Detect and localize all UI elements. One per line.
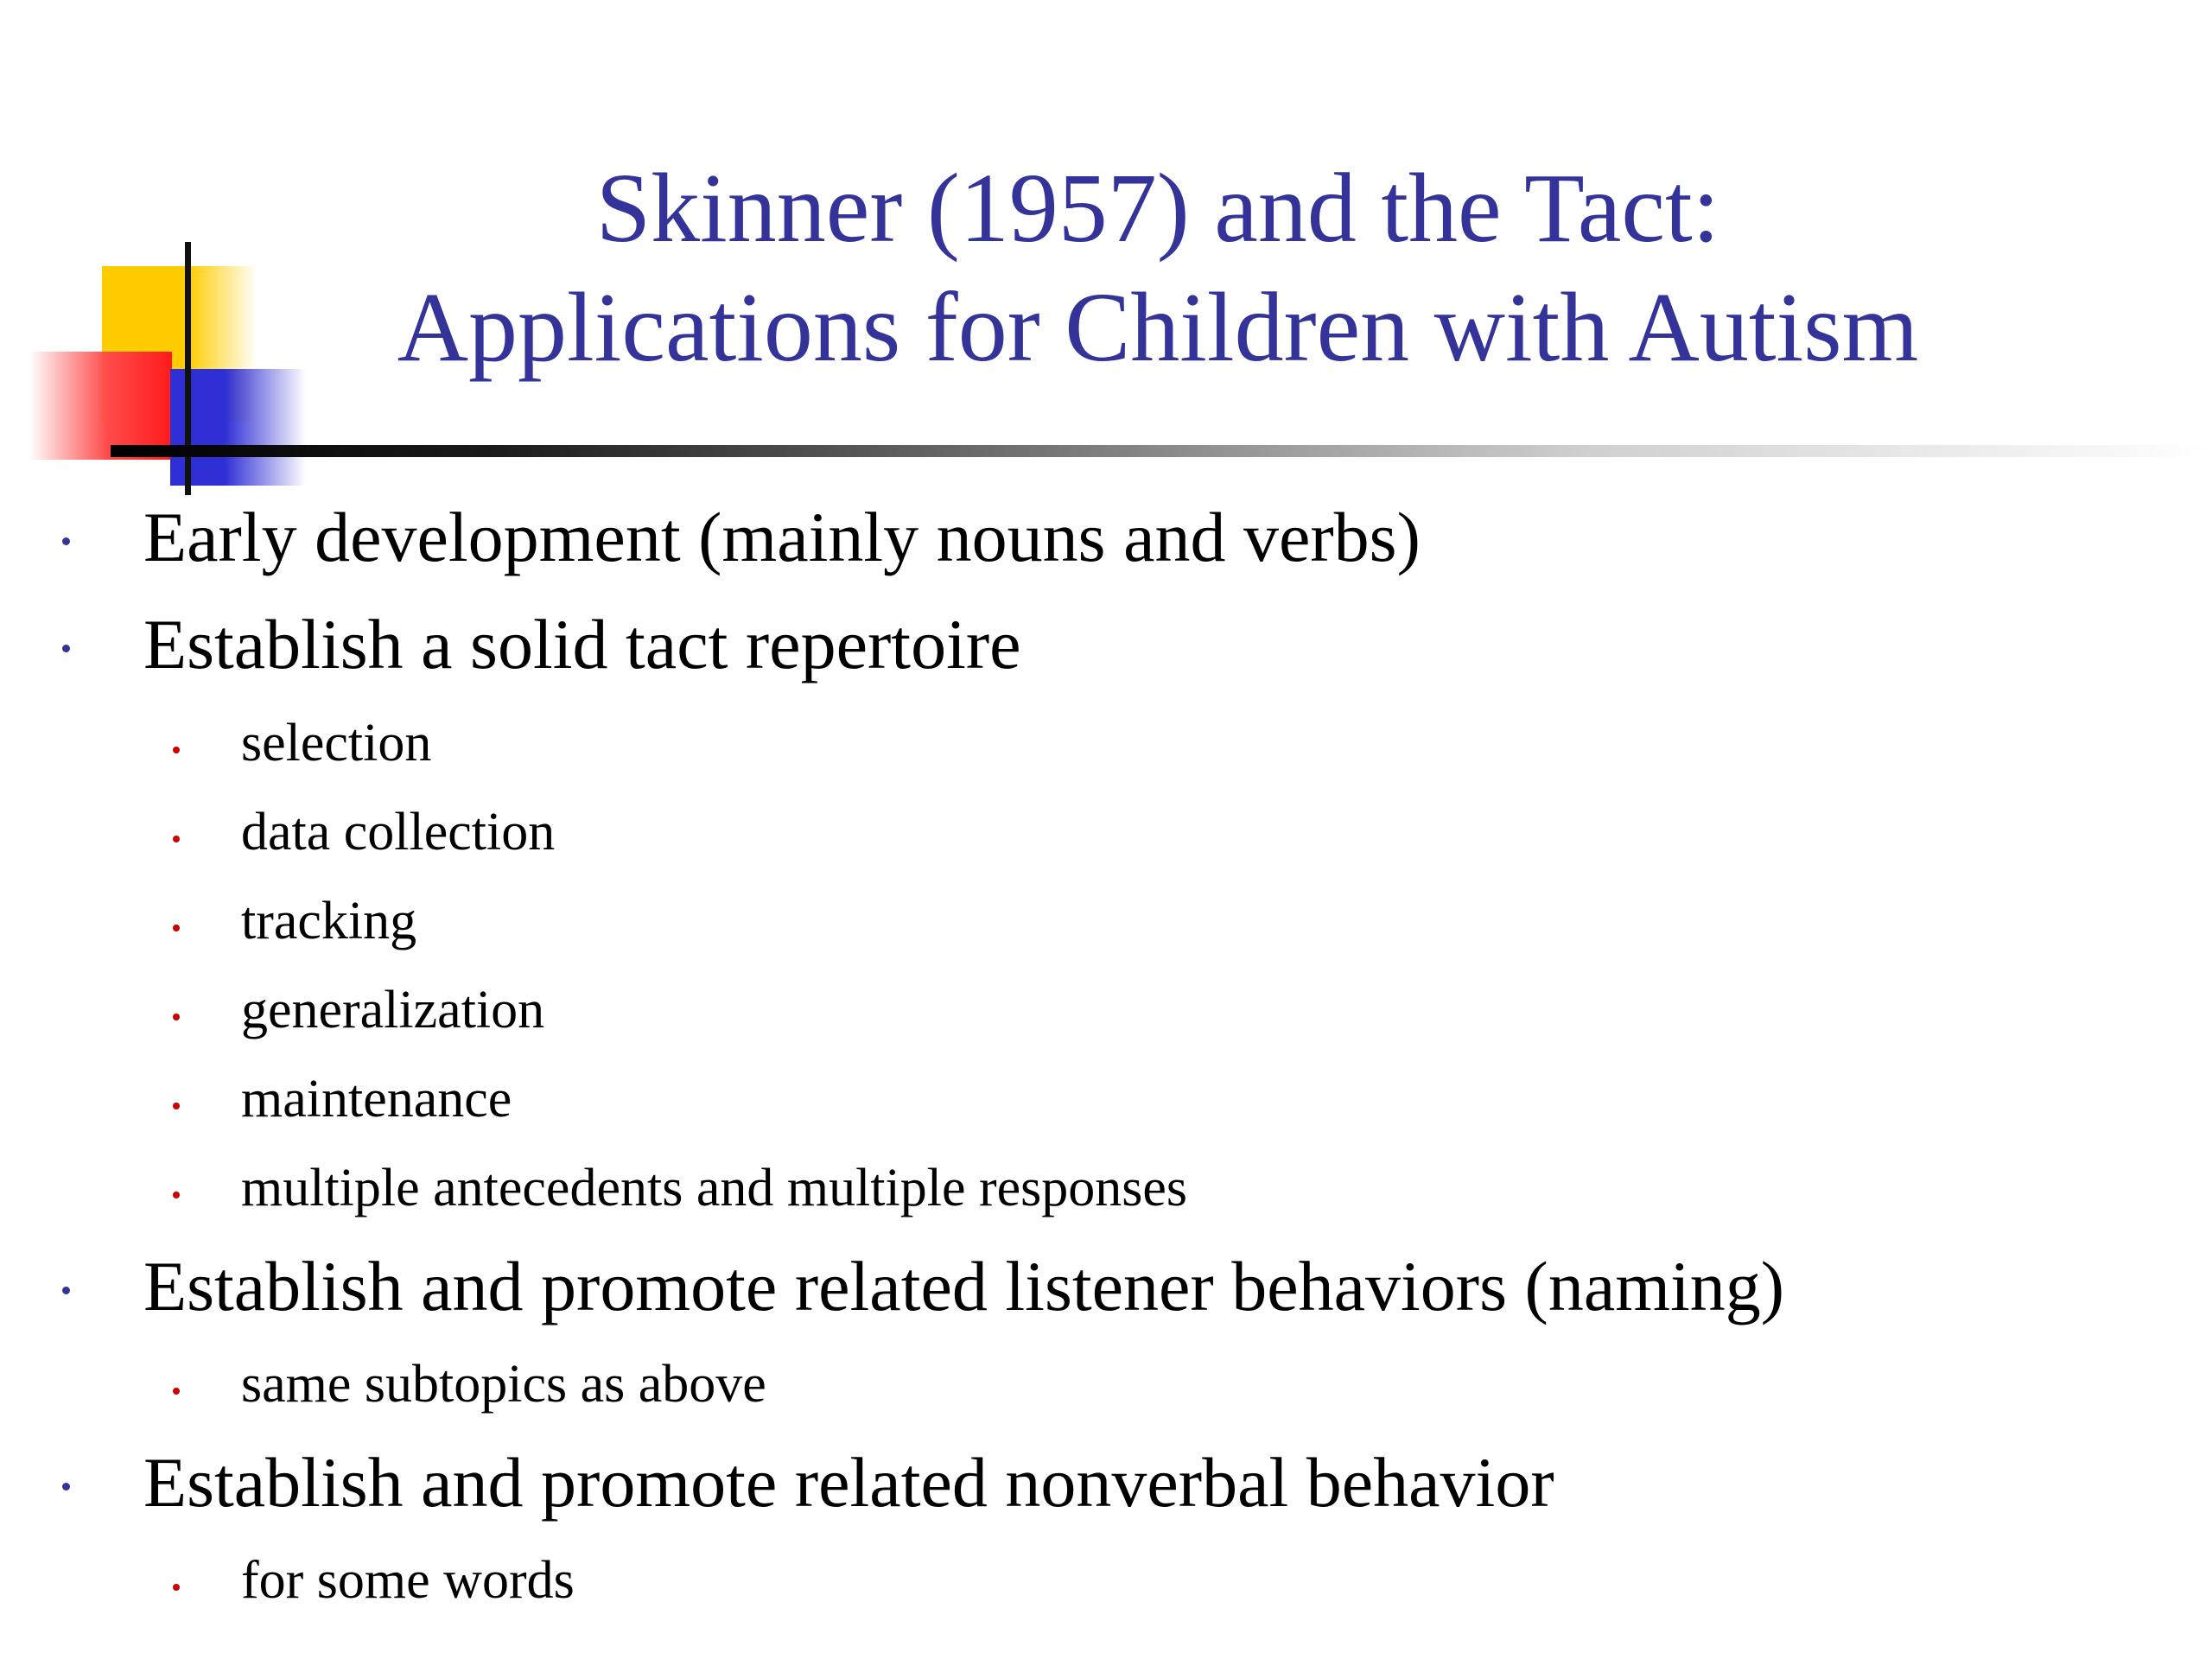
sub-bullet-text: multiple antecedents and multiple responses <box>241 1159 1188 1217</box>
sub-bullet-text: for some words <box>241 1551 575 1610</box>
slide-title <box>225 149 2091 387</box>
bullet-dot-icon <box>62 645 70 652</box>
bullet-text: Establish a solid tact repertoire <box>143 605 1021 683</box>
sub-bullet-dot-icon <box>173 1584 180 1591</box>
sub-bullet-dot-icon <box>173 747 180 753</box>
sub-bullet-dot-icon <box>173 1103 180 1109</box>
logo-red-square <box>29 352 172 460</box>
logo-vertical-line <box>185 242 191 495</box>
sub-bullet-text: same subtopics as above <box>241 1355 766 1414</box>
sub-bullet-dot-icon <box>173 925 180 931</box>
sub-bullet-text: maintenance <box>241 1070 512 1128</box>
title-line-2: Applications for Children with Autism <box>397 272 1919 382</box>
bullet-text: Early development (mainly nouns and verbs) <box>143 498 1421 576</box>
sub-bullet-dot-icon <box>173 1192 180 1198</box>
sub-bullet-text: data collection <box>241 803 556 861</box>
bullet-text: Establish and promote related nonverbal behavior <box>143 1443 1554 1522</box>
bullet-dot-icon <box>62 1483 70 1491</box>
bullet-dot-icon <box>62 537 70 545</box>
title-underline-rule <box>111 445 2212 457</box>
sub-bullet-text: tracking <box>241 892 417 950</box>
sub-bullet-dot-icon <box>173 1388 180 1395</box>
sub-bullet-text: selection <box>241 714 432 772</box>
bullet-dot-icon <box>62 1287 70 1294</box>
bullet-text: Establish and promote related listener behaviors (naming) <box>143 1247 1785 1325</box>
sub-bullet-dot-icon <box>173 1014 180 1020</box>
sub-bullet-text: generalization <box>241 981 545 1039</box>
title-line-1: Skinner (1957) and the Tact: <box>595 153 1720 263</box>
sub-bullet-dot-icon <box>173 836 180 842</box>
